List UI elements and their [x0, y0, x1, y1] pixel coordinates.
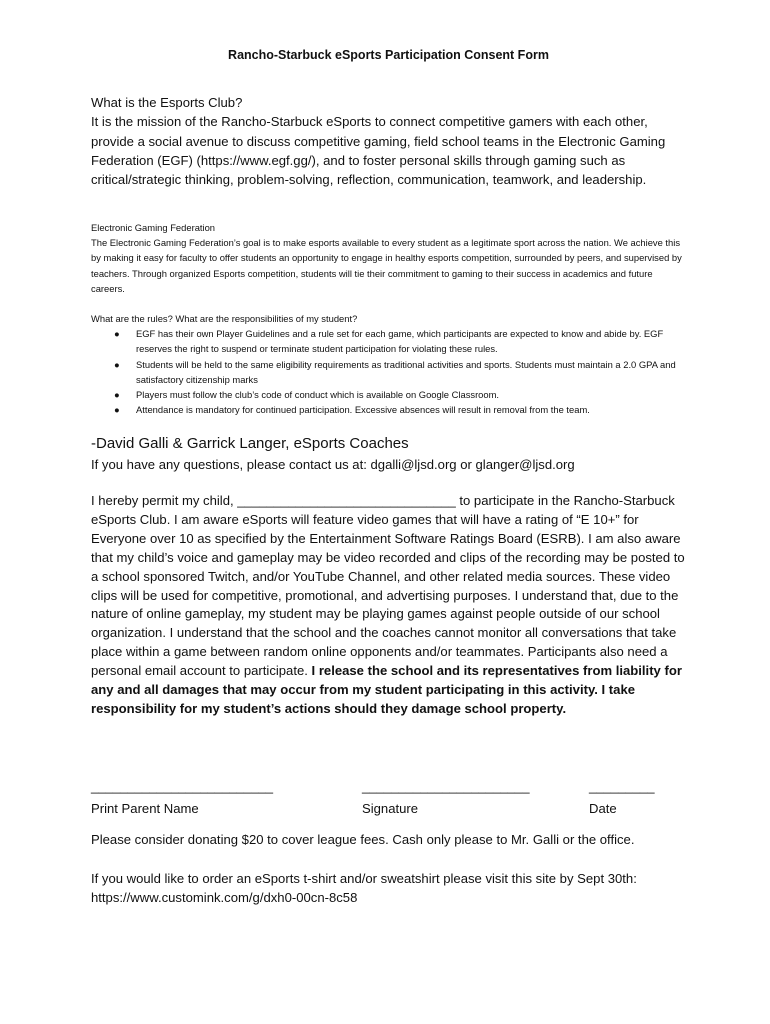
tshirt-section — [91, 869, 686, 907]
bullet-icon: ● — [114, 389, 120, 401]
parent-name-label: Print Parent Name — [91, 801, 199, 816]
date-label: Date — [589, 801, 617, 816]
list-item — [91, 326, 686, 356]
bullet-icon: ● — [114, 328, 120, 340]
rules-heading: What are the rules? What are the responsibilities of my student? — [91, 313, 358, 324]
donation-note: Please consider donating $20 to cover league fees. Cash only please to Mr. Galli or the office. — [91, 832, 635, 847]
bullet-icon: ● — [114, 358, 120, 370]
form-title: Rancho-Starbuck eSports Participation Consent Form — [228, 48, 549, 62]
list-item — [91, 402, 686, 417]
signature-label: Signature — [362, 801, 419, 816]
intro-section — [91, 93, 686, 189]
coaches-signature: -David Galli & Garrick Langer, eSports Coaches — [91, 435, 409, 452]
liability-release: I release the school and its representatives from liability for any and all damages that may occur from my student participating in this activity. I take responsibility for my student’s actions should they damage school property. — [91, 663, 682, 716]
consent-section — [91, 492, 686, 719]
intro-body: It is the mission of the Rancho-Starbuck eSports to connect competitive gamers with each other, provide a social avenue to discuss competitive gaming, field school teams in the Electronic Gaming Federation (EGF) (https://www.egf.gg/), and to foster personal skills through gaming such as critical/strategic thinking, problem-solving, reflection, communication, teamwork, and leadership. — [91, 114, 666, 188]
contact-line: If you have any questions, please contact us at: dgalli@ljsd.org or glanger@ljsd.org — [91, 457, 575, 472]
signature-line: _______________________ — [362, 779, 530, 794]
intro-question: What is the Esports Club? — [91, 95, 243, 110]
consent-paragraph — [91, 492, 686, 719]
list-item — [91, 387, 686, 402]
tshirt-text: If you would like to order an eSports t-shirt and/or sweatshirt please visit this site by Sept 30th: — [91, 871, 637, 886]
date-line: _________ — [589, 779, 655, 794]
bullet-icon: ● — [114, 404, 120, 416]
rules-section — [91, 311, 686, 417]
signature-field[interactable] — [362, 776, 530, 820]
consent-body: I hereby permit my child, ______________________________ to participate in the Rancho-Starbuck eSports Club. I am aware eSports will feature video games that will have a rating of “E 10+” for Everyone over 10 as specified by the Entertainment Software Ratings Board (ESRB). I am also aware that my child’s voice and gameplay may be video recorded and clips of the recording may be posted to a school sponsored Twitch, and/or YouTube Channel, and other related media sources. These video clips will be used for competitive, promotional, and advertising purposes. I understand that, due to the nature of online gameplay, my student may be playing games against people outside of our school organization. I understand that the school and the coaches cannot monitor all conversations that take place within a game between random online opponents and/or teammates. Participants also need a personal email account to participate. — [91, 493, 685, 679]
egf-heading: Electronic Gaming Federation — [91, 222, 216, 233]
rules-list — [91, 326, 686, 417]
parent-name-field[interactable] — [91, 776, 273, 820]
rule-text: Students will be held to the same eligibility requirements as traditional activities and sports. Students must maintain a 2.0 GPA and satisfactory citizenship marks — [136, 358, 676, 385]
rule-text: EGF has their own Player Guidelines and a rule set for each game, which participants are expected to know and abide by. EGF reserves the right to suspend or terminate student participation for violating these rules. — [136, 328, 664, 355]
date-field[interactable] — [589, 776, 655, 820]
parent-name-line: _________________________ — [91, 779, 274, 794]
tshirt-link[interactable]: https://www.customink.com/g/dxh0-00cn-8c58 — [91, 890, 358, 905]
list-item — [91, 357, 686, 387]
egf-section — [91, 220, 686, 296]
rule-text: Players must follow the club’s code of conduct which is available on Google Classroom. — [136, 389, 500, 401]
rule-text: Attendance is mandatory for continued participation. Excessive absences will result in removal from the team. — [136, 404, 590, 416]
egf-body: The Electronic Gaming Federation’s goal is to make esports available to every student as a legitimate sport across the nation. We achieve this by making it easy for faculty to offer students an opportunity to engage in healthy esports competition, surrounded by peers, and supervised by teachers. Through organized Esports competition, students will tie their commitment to gaming to their success in academics and future careers. — [91, 237, 682, 294]
